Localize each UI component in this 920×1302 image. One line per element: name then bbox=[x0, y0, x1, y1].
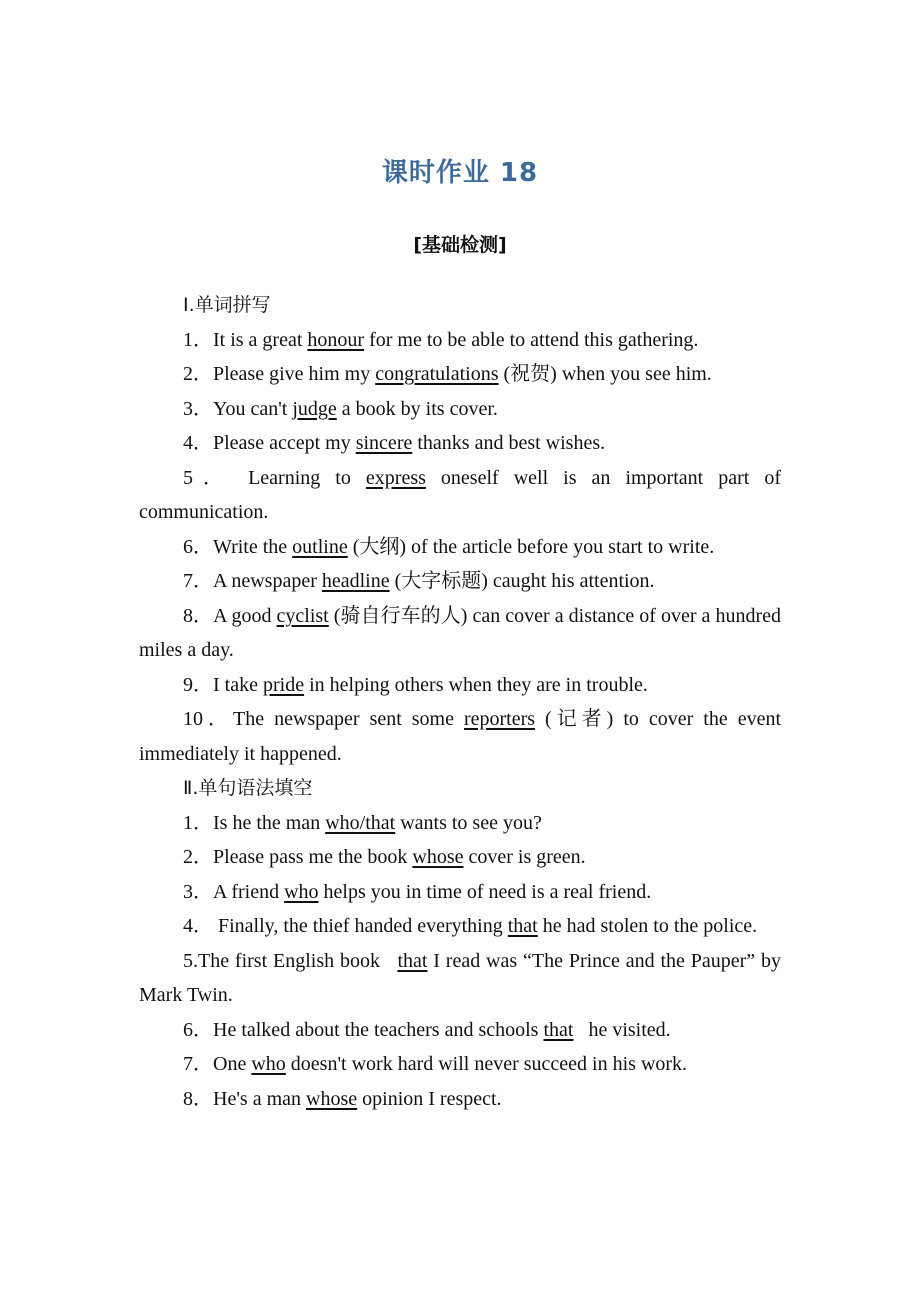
item-text-after: (骑自行车的人) can cover a distance of over a hundred miles a day. bbox=[139, 604, 786, 661]
answer-blank: that bbox=[543, 1018, 574, 1041]
exercise-item bbox=[139, 1013, 781, 1048]
exercise-item bbox=[139, 392, 781, 427]
answer-blank: who bbox=[251, 1053, 286, 1075]
section-heading: Ⅰ.单词拼写 bbox=[183, 294, 271, 316]
item-text-before: You can't bbox=[213, 397, 293, 420]
item-text-before: Finally, the thief handed everything bbox=[213, 915, 508, 937]
answer-blank: who bbox=[284, 880, 319, 903]
answer-blank: honour bbox=[307, 328, 365, 351]
item-text-after: cover is green. bbox=[463, 846, 586, 868]
answer-blank: congratulations bbox=[375, 363, 499, 385]
item-number: 9． bbox=[183, 673, 213, 696]
exercise-item bbox=[139, 1047, 781, 1082]
item-number: 1． bbox=[183, 328, 213, 351]
item-text-after: oneself well is an important part of communication. bbox=[139, 466, 787, 523]
item-text-before: He talked about the teachers and schools bbox=[213, 1018, 544, 1041]
exercise-item bbox=[139, 323, 781, 358]
item-text-before: A friend bbox=[213, 880, 285, 903]
exercise-item bbox=[139, 668, 781, 703]
exercise-item bbox=[139, 909, 781, 944]
item-number: 7． bbox=[183, 570, 213, 592]
item-text-after: I read was “The Prince and the Pauper” by Mark Twin. bbox=[139, 949, 786, 1006]
exercise-item bbox=[139, 840, 781, 875]
answer-blank: pride bbox=[262, 673, 305, 696]
exercise-item bbox=[139, 599, 786, 668]
item-text-after: a book by its cover. bbox=[336, 397, 498, 420]
page-title: 课时作业 18 bbox=[381, 158, 539, 188]
item-number: 7． bbox=[183, 1053, 213, 1075]
item-text-before: A good bbox=[213, 604, 277, 627]
item-number: 8． bbox=[183, 604, 214, 627]
item-text-before: Please give him my bbox=[213, 363, 376, 385]
item-text-after: (记者) to cover the event immediately it happened. bbox=[139, 708, 786, 765]
item-number: 2． bbox=[183, 363, 213, 385]
item-text-after: wants to see you? bbox=[395, 811, 542, 834]
answer-blank: judge bbox=[292, 397, 337, 420]
item-text-after: helps you in time of need is a real friend. bbox=[318, 880, 652, 903]
answer-blank: that bbox=[507, 915, 538, 937]
answer-blank: whose bbox=[412, 846, 464, 868]
exercise-item bbox=[139, 806, 781, 841]
answer-blank: express bbox=[365, 466, 426, 489]
item-number: 6． bbox=[183, 1018, 213, 1041]
answer-blank: reporters bbox=[463, 708, 536, 730]
item-number: 1． bbox=[183, 811, 213, 834]
exercise-item bbox=[139, 944, 786, 1013]
item-text-after: in helping others when they are in trouble. bbox=[304, 673, 648, 696]
item-text-after: he had stolen to the police. bbox=[537, 915, 758, 937]
item-number: 5. bbox=[183, 949, 198, 972]
answer-blank: sincere bbox=[355, 432, 413, 454]
exercise-item bbox=[139, 1082, 781, 1117]
answer-blank: headline bbox=[321, 570, 390, 592]
item-number: 5． bbox=[183, 466, 234, 489]
item-text-before: One bbox=[213, 1053, 252, 1075]
item-text-before: Please accept my bbox=[213, 432, 356, 454]
item-number: 4． bbox=[183, 432, 213, 454]
item-text-after: (大纲) of the article before you start to write. bbox=[347, 535, 715, 558]
answer-blank: outline bbox=[292, 535, 348, 558]
item-number: 4． bbox=[183, 915, 213, 937]
answer-blank: that bbox=[397, 949, 428, 972]
item-number: 10． bbox=[183, 708, 233, 730]
exercise-item bbox=[139, 461, 787, 530]
item-text-before: It is a great bbox=[213, 328, 308, 351]
item-text-before: The first English book bbox=[198, 949, 398, 972]
exercise-item bbox=[139, 702, 786, 771]
item-number: 8． bbox=[183, 1087, 213, 1110]
answer-blank: whose bbox=[306, 1087, 358, 1110]
item-number: 3． bbox=[183, 880, 213, 903]
item-text-after: doesn't work hard will never succeed in his work. bbox=[285, 1053, 688, 1075]
exercise-item bbox=[139, 357, 781, 392]
exercise-item bbox=[139, 530, 781, 565]
item-number: 6． bbox=[183, 535, 213, 558]
item-text-after: thanks and best wishes. bbox=[412, 432, 606, 454]
item-text-after: opinion I respect. bbox=[357, 1087, 502, 1110]
item-text-before: Write the bbox=[213, 535, 293, 558]
item-text-before: Is he the man bbox=[213, 811, 326, 834]
section-heading: Ⅱ.单句语法填空 bbox=[183, 777, 313, 799]
worksheet-body bbox=[139, 288, 787, 1116]
item-text-before: He's a man bbox=[213, 1087, 307, 1110]
item-text-before: Please pass me the book bbox=[213, 846, 413, 868]
item-number: 2． bbox=[183, 846, 213, 868]
exercise-item bbox=[139, 564, 781, 599]
item-text-before: The newspaper sent some bbox=[232, 708, 464, 730]
item-text-before: Learning to bbox=[233, 466, 366, 489]
item-text-after: (大字标题) caught his attention. bbox=[389, 570, 655, 592]
answer-blank: cyclist bbox=[276, 604, 329, 627]
item-text-after: for me to be able to attend this gathering. bbox=[364, 328, 699, 351]
section2-list bbox=[139, 806, 786, 1117]
item-text-before: I take bbox=[213, 673, 263, 696]
exercise-item bbox=[139, 875, 781, 910]
item-text-before: A newspaper bbox=[213, 570, 322, 592]
exercise-item bbox=[139, 426, 781, 461]
item-text-after: (祝贺) when you see him. bbox=[498, 363, 712, 385]
section-subtitle: [基础检测] bbox=[413, 234, 507, 256]
answer-blank: who/that bbox=[325, 811, 396, 834]
section1-list bbox=[139, 323, 787, 772]
item-text-after: he visited. bbox=[573, 1018, 671, 1041]
item-number: 3． bbox=[183, 397, 213, 420]
